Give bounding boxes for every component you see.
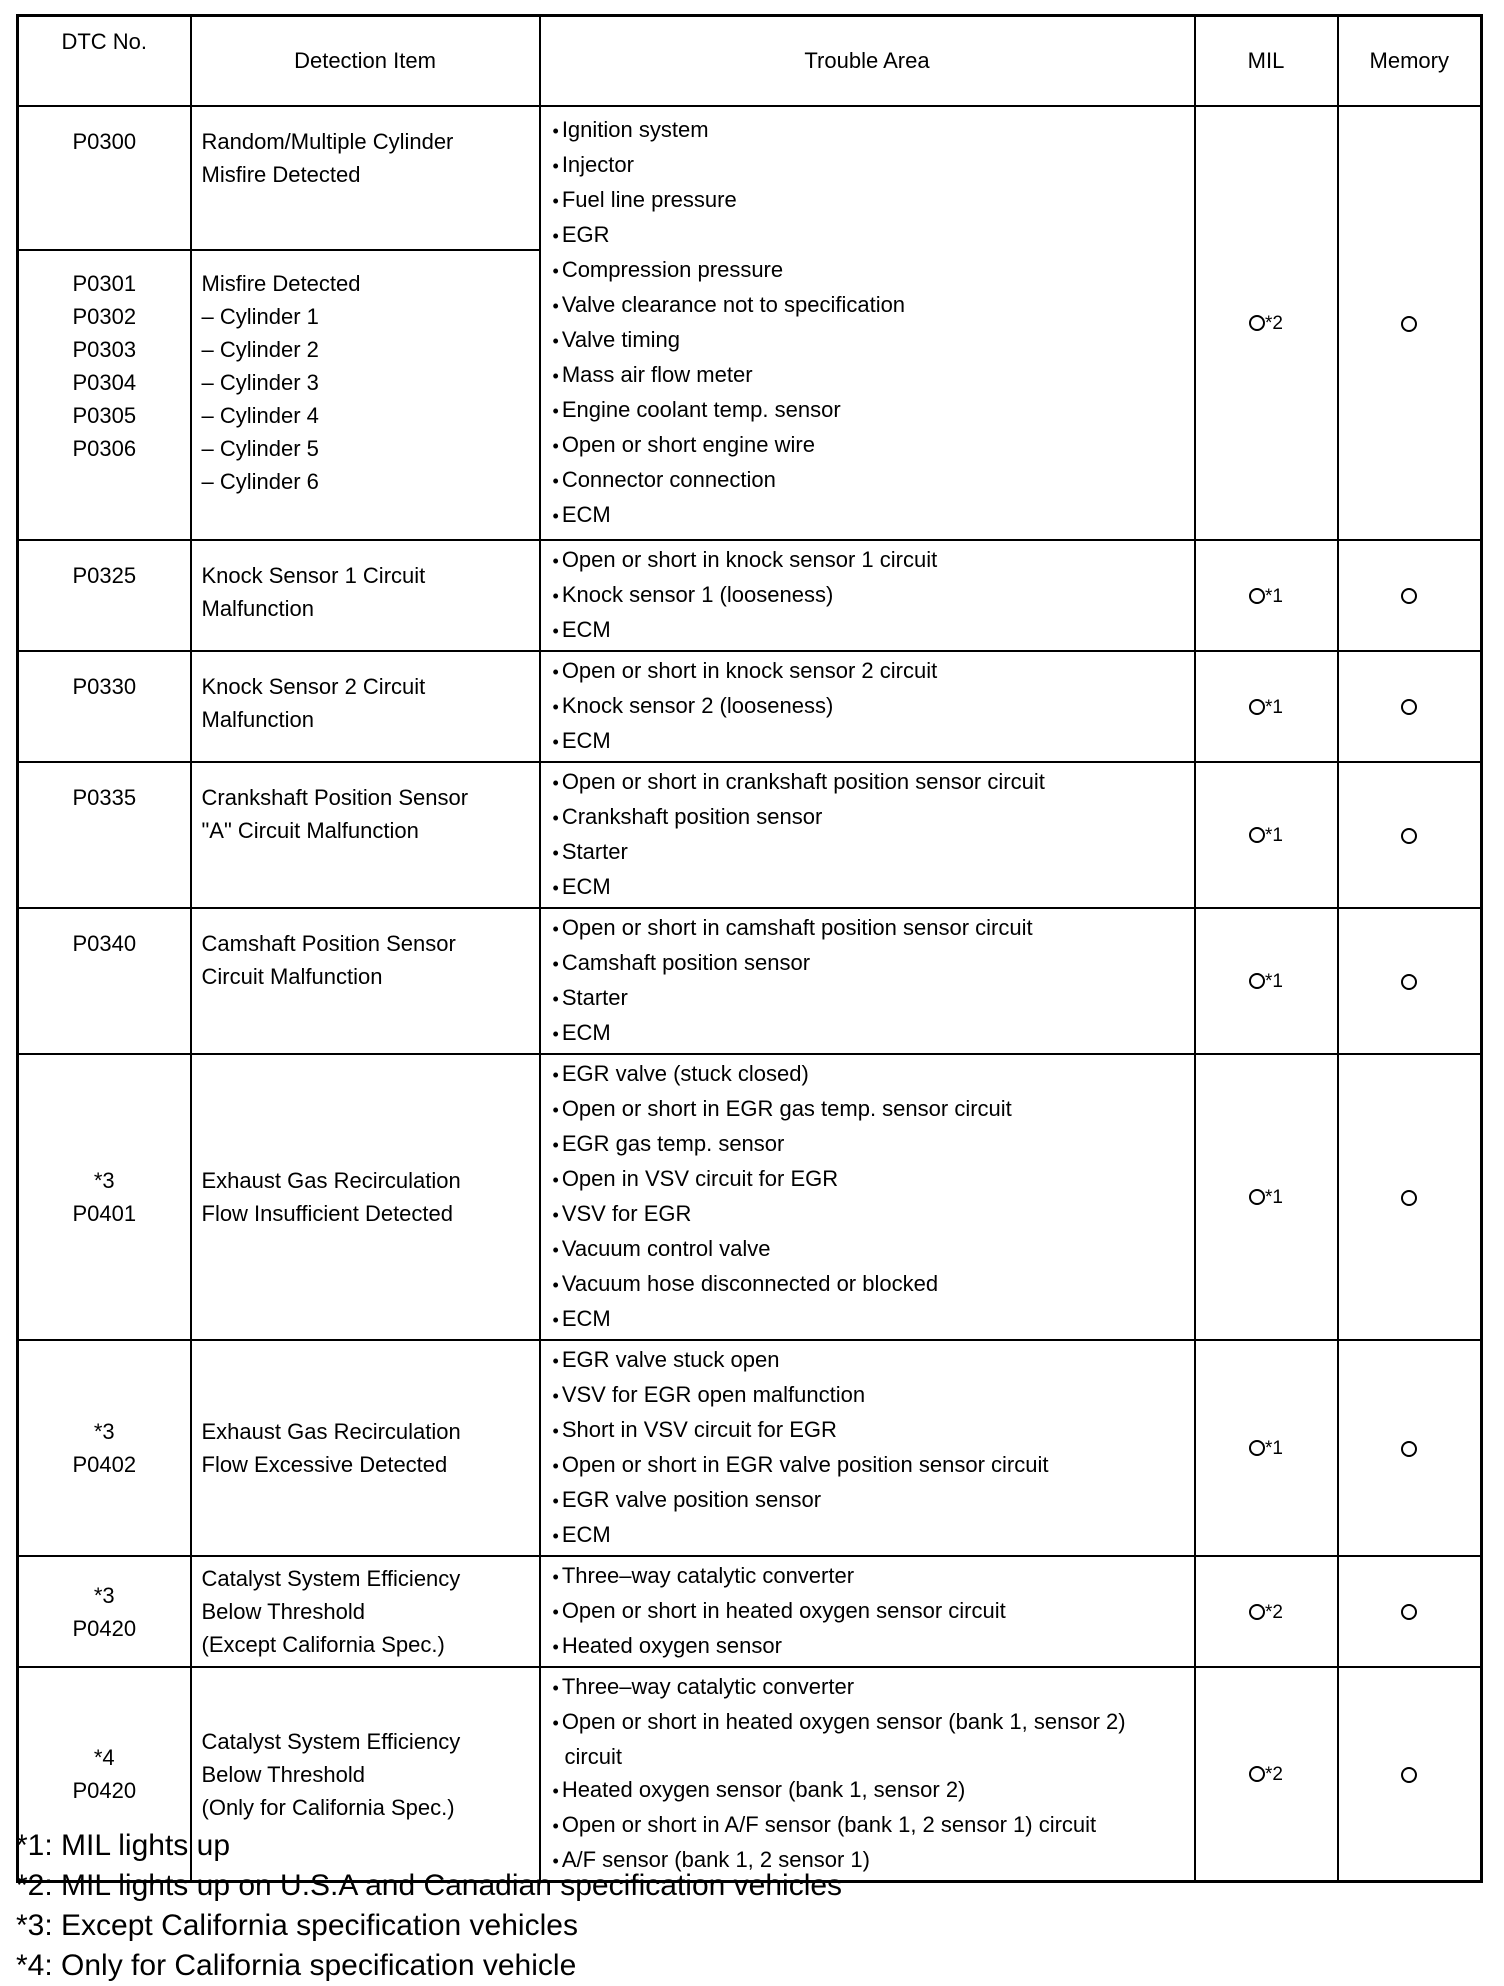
bullet-icon: • (552, 697, 559, 717)
dtc-code: *3 (93, 1419, 115, 1444)
bullet-icon: • (552, 1351, 559, 1371)
mil-note: *1 (1265, 825, 1283, 846)
mil-cell (1195, 106, 1338, 540)
dtc-code: *3 (93, 1168, 115, 1193)
trouble-area-item (553, 981, 1194, 1016)
dtc-cell (18, 908, 191, 1054)
trouble-area-item (553, 1413, 1194, 1448)
bullet-icon: • (552, 1816, 559, 1836)
memory-cell (1338, 1054, 1482, 1340)
trouble-area-text: A/F sensor (bank 1, 2 sensor 1) (561, 1847, 870, 1872)
trouble-area-text: Open or short in knock sensor 2 circuit (561, 658, 938, 683)
trouble-area-item (553, 1267, 1194, 1302)
trouble-area-item (553, 613, 1194, 648)
bullet-icon: • (552, 954, 559, 974)
trouble-area-item (553, 765, 1194, 800)
mil-cell (1195, 651, 1338, 762)
bullet-icon: • (552, 191, 559, 211)
trouble-area-item (553, 498, 1194, 533)
detection-item-cell (191, 762, 540, 908)
dtc-code: P0340 (72, 931, 137, 956)
bullet-icon: • (552, 1526, 559, 1546)
bullet-icon: • (552, 808, 559, 828)
trouble-area-text: Open or short in knock sensor 1 circuit (561, 547, 938, 572)
table-row (18, 1556, 1482, 1667)
trouble-area-text: Open or short engine wire (561, 432, 815, 457)
detection-item-line: Catalyst System Efficiency (201, 1728, 461, 1754)
trouble-area-item (553, 800, 1194, 835)
header-row (18, 16, 1482, 107)
trouble-area-text: Valve timing (561, 327, 681, 352)
mil-circle-icon (1249, 1604, 1265, 1620)
detection-item-line: Knock Sensor 2 Circuit (201, 674, 426, 699)
mil-note: *2 (1265, 1764, 1283, 1785)
trouble-area-text: EGR (561, 222, 610, 247)
bullet-icon: • (552, 1135, 559, 1155)
bullet-icon: • (552, 121, 559, 141)
trouble-area-text: Knock sensor 2 (looseness) (561, 693, 834, 718)
header-dtc: DTC No. (18, 16, 191, 107)
trouble-area-text: Starter (561, 985, 628, 1010)
bullet-icon: • (552, 471, 559, 491)
mil-circle-icon (1249, 588, 1265, 604)
header-memory: Memory (1338, 16, 1482, 107)
bullet-icon: • (552, 1567, 559, 1587)
bullet-icon: • (552, 331, 559, 351)
trouble-area-cell (540, 106, 1195, 540)
dtc-code: P0300 (72, 129, 137, 154)
memory-circle-icon (1401, 699, 1417, 715)
trouble-area-text: Starter (561, 839, 628, 864)
trouble-area-item (553, 148, 1194, 183)
detection-item-line: (Except California Spec.) (201, 1632, 445, 1657)
bullet-icon: • (552, 1456, 559, 1476)
trouble-area-cell (540, 1340, 1195, 1556)
trouble-area-text: Vacuum hose disconnected or blocked (561, 1271, 939, 1296)
mil-note: *1 (1265, 696, 1283, 718)
bullet-icon: • (552, 1421, 559, 1441)
detection-item-cell (191, 1054, 540, 1340)
detection-item-cell (191, 250, 540, 540)
bullet-icon: • (552, 662, 559, 682)
detection-item-line: Exhaust Gas Recirculation (201, 1168, 461, 1193)
trouble-area-cell (540, 540, 1195, 651)
dtc-code: P0302 (72, 304, 137, 329)
detection-item-line: (Only for California Spec.) (201, 1794, 455, 1820)
trouble-area-item (553, 724, 1194, 759)
trouble-area-text: Short in VSV circuit for EGR (561, 1417, 837, 1442)
detection-item-line: – Cylinder 2 (201, 337, 319, 362)
trouble-area-text: EGR valve position sensor (561, 1487, 822, 1512)
bullet-icon: • (552, 1781, 559, 1801)
trouble-area-text: Open or short in camshaft position sensor circuit (561, 915, 1033, 940)
table-row (18, 540, 1482, 651)
detection-item-line: – Cylinder 1 (201, 304, 319, 329)
dtc-code: P0301 (72, 271, 137, 296)
trouble-area-item (553, 1705, 1194, 1740)
mil-note: *1 (1265, 585, 1283, 607)
bullet-icon: • (552, 261, 559, 281)
trouble-area-text: Three–way catalytic converter (561, 1674, 855, 1699)
dtc-code: P0402 (72, 1452, 137, 1477)
detection-item-line: Below Threshold (201, 1761, 365, 1787)
footnote: *3: Except California specification vehicles (16, 1909, 578, 1942)
mil-cell (1195, 1556, 1338, 1667)
bullet-icon: • (552, 1386, 559, 1406)
detection-item-line: Catalyst System Efficiency (201, 1566, 461, 1591)
trouble-area-item (553, 1302, 1194, 1337)
bullet-icon: • (552, 773, 559, 793)
header-mil: MIL (1195, 16, 1338, 107)
trouble-area-item (553, 946, 1194, 981)
memory-cell (1338, 651, 1482, 762)
detection-item-line: Below Threshold (201, 1599, 365, 1624)
detection-item-line: Misfire Detected (201, 162, 361, 187)
mil-note: *2 (1265, 313, 1283, 334)
dtc-cell (18, 1340, 191, 1556)
trouble-area-item (553, 288, 1194, 323)
table-row (18, 1054, 1482, 1340)
trouble-area-text: EGR gas temp. sensor (561, 1131, 785, 1156)
trouble-area-text: Camshaft position sensor (561, 950, 811, 975)
detection-item-line: Misfire Detected (201, 271, 361, 296)
trouble-area-text: VSV for EGR open malfunction (561, 1382, 866, 1407)
bullet-icon: • (552, 401, 559, 421)
detection-item-cell (191, 908, 540, 1054)
bullet-icon: • (552, 732, 559, 752)
trouble-area-item (553, 870, 1194, 905)
bullet-icon: • (552, 1713, 559, 1733)
memory-circle-icon (1401, 1190, 1417, 1206)
detection-item-cell (191, 540, 540, 651)
bullet-icon: • (552, 1240, 559, 1260)
trouble-area-text: EGR valve stuck open (561, 1347, 780, 1372)
dtc-cell (18, 762, 191, 908)
memory-cell (1338, 1667, 1482, 1882)
footnote: *1: MIL lights up (16, 1829, 230, 1862)
bullet-icon: • (552, 1205, 559, 1225)
bullet-icon: • (552, 1678, 559, 1698)
trouble-area-text: Valve clearance not to specification (561, 292, 906, 317)
detection-item-line: Circuit Malfunction (201, 964, 383, 989)
trouble-area-text: Mass air flow meter (561, 362, 753, 387)
trouble-area-item (553, 253, 1194, 288)
mil-circle-icon (1249, 315, 1265, 331)
trouble-area-item (553, 1162, 1194, 1197)
mil-cell (1195, 1054, 1338, 1340)
trouble-area-item (553, 1773, 1194, 1808)
dtc-code: P0325 (72, 563, 137, 588)
trouble-area-item (553, 578, 1194, 613)
memory-cell (1338, 908, 1482, 1054)
bullet-icon: • (552, 506, 559, 526)
trouble-area-item (553, 1232, 1194, 1267)
trouble-area-text: Vacuum control valve (561, 1236, 771, 1261)
mil-note: *1 (1265, 1438, 1283, 1459)
bullet-icon: • (552, 1637, 559, 1657)
dtc-cell (18, 106, 191, 250)
dtc-cell (18, 1054, 191, 1340)
trouble-area-item (553, 1057, 1194, 1092)
trouble-area-item (553, 1448, 1194, 1483)
trouble-area-item (553, 689, 1194, 724)
memory-circle-icon (1401, 1604, 1417, 1620)
mil-cell (1195, 1667, 1338, 1882)
trouble-area-text: ECM (561, 874, 611, 899)
memory-circle-icon (1401, 1767, 1417, 1783)
trouble-area-item (553, 1483, 1194, 1518)
bullet-icon: • (552, 1024, 559, 1044)
trouble-area-text: Crankshaft position sensor (561, 804, 823, 829)
trouble-area-item (553, 1378, 1194, 1413)
trouble-area-cell (540, 651, 1195, 762)
bullet-icon: • (552, 1491, 559, 1511)
dtc-code: P0335 (72, 785, 137, 810)
mil-cell (1195, 762, 1338, 908)
mil-circle-icon (1249, 1440, 1265, 1456)
detection-item-line: – Cylinder 5 (201, 436, 319, 461)
trouble-area-text: Open or short in EGR valve position sensor circuit (561, 1452, 1049, 1477)
bullet-icon: • (552, 436, 559, 456)
mil-circle-icon (1249, 827, 1265, 843)
trouble-area-item (553, 393, 1194, 428)
bullet-icon: • (552, 919, 559, 939)
dtc-code: P0304 (72, 370, 137, 395)
trouble-area-item (553, 183, 1194, 218)
trouble-area-item (553, 1670, 1194, 1705)
memory-cell (1338, 1556, 1482, 1667)
trouble-area-item (553, 1016, 1194, 1051)
trouble-area-item (553, 463, 1194, 498)
mil-circle-icon (1249, 1766, 1265, 1782)
trouble-area-text: Compression pressure (561, 257, 784, 282)
detection-item-line: Malfunction (201, 596, 315, 621)
trouble-area-item (553, 1343, 1194, 1378)
bullet-icon: • (552, 226, 559, 246)
dtc-cell (18, 250, 191, 540)
bullet-icon: • (552, 1602, 559, 1622)
trouble-area-text: Three–way catalytic converter (561, 1563, 855, 1588)
trouble-area-text: Injector (561, 152, 634, 177)
detection-item-line: Malfunction (201, 707, 315, 732)
detection-item-line: Exhaust Gas Recirculation (201, 1419, 461, 1444)
trouble-area-cell (540, 1556, 1195, 1667)
bullet-icon: • (552, 1170, 559, 1190)
bullet-icon: • (552, 366, 559, 386)
trouble-area-item (553, 835, 1194, 870)
trouble-area-text: Open or short in crankshaft position sensor circuit (561, 769, 1045, 794)
trouble-area-text: Heated oxygen sensor (561, 1633, 782, 1658)
trouble-area-item (553, 358, 1194, 393)
footnote: *2: MIL lights up on U.S.A and Canadian specification vehicles (16, 1869, 843, 1902)
mil-circle-icon (1249, 699, 1265, 715)
dtc-cell (18, 540, 191, 651)
trouble-area-text: Open or short in EGR gas temp. sensor circuit (561, 1096, 1012, 1121)
memory-circle-icon (1401, 1441, 1417, 1457)
trouble-area-text: Open or short in heated oxygen sensor circuit (561, 1598, 1006, 1623)
bullet-icon: • (552, 586, 559, 606)
bullet-icon: • (552, 156, 559, 176)
mil-circle-icon (1249, 973, 1265, 989)
memory-cell (1338, 540, 1482, 651)
dtc-code: P0420 (72, 1615, 137, 1641)
detection-item-line: Crankshaft Position Sensor (201, 785, 469, 810)
trouble-area-item (553, 1127, 1194, 1162)
bullet-icon: • (552, 1100, 559, 1120)
dtc-code: P0401 (72, 1201, 137, 1226)
table-row (18, 106, 1482, 250)
trouble-area-item (553, 911, 1194, 946)
trouble-area-text: VSV for EGR (561, 1201, 692, 1226)
bullet-icon: • (552, 1065, 559, 1085)
trouble-area-text: Ignition system (561, 117, 709, 142)
trouble-area-item (553, 113, 1194, 148)
trouble-area-text: Open in VSV circuit for EGR (561, 1166, 839, 1191)
trouble-area-item (553, 1594, 1194, 1629)
detection-item-line: "A" Circuit Malfunction (201, 818, 419, 843)
trouble-area-text: Fuel line pressure (561, 187, 737, 212)
bullet-icon: • (552, 843, 559, 863)
detection-item-line: Flow Insufficient Detected (201, 1201, 453, 1226)
mil-cell (1195, 908, 1338, 1054)
header-detection-item: Detection Item (191, 16, 540, 107)
dtc-code: P0303 (72, 337, 137, 362)
trouble-area-cell (540, 908, 1195, 1054)
detection-item-cell (191, 1556, 540, 1667)
detection-item-line: Knock Sensor 1 Circuit (201, 563, 426, 588)
header-trouble-area: Trouble Area (540, 16, 1195, 107)
trouble-area-item (553, 1197, 1194, 1232)
mil-note: *1 (1265, 971, 1283, 992)
mil-circle-icon (1249, 1189, 1265, 1205)
detection-item-line: Random/Multiple Cylinder (201, 129, 454, 154)
trouble-area-text: ECM (561, 728, 611, 753)
memory-circle-icon (1401, 974, 1417, 990)
mil-cell (1195, 540, 1338, 651)
trouble-area-text: Connector connection (561, 467, 776, 492)
bullet-icon: • (552, 1275, 559, 1295)
trouble-area-item (553, 1092, 1194, 1127)
table-row (18, 908, 1482, 1054)
table-row (18, 762, 1482, 908)
trouble-area-cell (540, 762, 1195, 908)
bullet-icon: • (552, 621, 559, 641)
trouble-area-text: EGR valve (stuck closed) (561, 1061, 809, 1086)
table-row (18, 1340, 1482, 1556)
bullet-icon: • (552, 878, 559, 898)
detection-item-cell (191, 1340, 540, 1556)
dtc-code: P0305 (72, 403, 137, 428)
dtc-code: *3 (93, 1582, 115, 1608)
footnotes (16, 1826, 842, 1986)
trouble-area-cell (540, 1054, 1195, 1340)
trouble-area-text: ECM (561, 1306, 611, 1331)
trouble-area-item (553, 428, 1194, 463)
trouble-area-text: Heated oxygen sensor (bank 1, sensor 2) (561, 1777, 966, 1802)
trouble-area-item (553, 1518, 1194, 1553)
detection-item-line: Flow Excessive Detected (201, 1452, 448, 1477)
dtc-cell (18, 651, 191, 762)
dtc-code: *4 (93, 1745, 115, 1770)
detection-item-line: – Cylinder 4 (201, 403, 319, 428)
memory-circle-icon (1401, 588, 1417, 604)
bullet-icon: • (552, 296, 559, 316)
trouble-area-text: ECM (561, 1522, 611, 1547)
trouble-area-text: Knock sensor 1 (looseness) (561, 582, 834, 607)
memory-cell (1338, 106, 1482, 540)
mil-cell (1195, 1340, 1338, 1556)
trouble-area-item (553, 654, 1194, 689)
trouble-area-text: ECM (561, 1020, 611, 1045)
trouble-area-item (553, 543, 1194, 578)
dtc-code: P0306 (72, 436, 137, 461)
trouble-area-item (553, 1629, 1194, 1664)
memory-cell (1338, 1340, 1482, 1556)
trouble-area-item (553, 1559, 1194, 1594)
detection-item-line: – Cylinder 3 (201, 370, 319, 395)
bullet-icon: • (552, 1310, 559, 1330)
bullet-icon: • (552, 1851, 559, 1871)
trouble-area-text: ECM (561, 502, 611, 527)
memory-circle-icon (1401, 828, 1417, 844)
table-row (18, 651, 1482, 762)
memory-cell (1338, 762, 1482, 908)
memory-circle-icon (1401, 316, 1417, 332)
detection-item-line: Camshaft Position Sensor (201, 931, 456, 956)
trouble-area-text: Engine coolant temp. sensor (561, 397, 841, 422)
trouble-area-text: ECM (561, 617, 611, 642)
mil-note: *1 (1265, 1187, 1283, 1208)
trouble-area-text: Open or short in A/F sensor (bank 1, 2 sensor 1) circuit (561, 1812, 1097, 1837)
trouble-area-continuation: circuit (564, 1744, 622, 1769)
trouble-area-item (553, 323, 1194, 358)
bullet-icon: • (552, 551, 559, 571)
dtc-code: P0420 (72, 1778, 137, 1803)
detection-item-cell (191, 651, 540, 762)
detection-item-cell (191, 106, 540, 250)
bullet-icon: • (552, 989, 559, 1009)
detection-item-line: – Cylinder 6 (201, 469, 319, 494)
trouble-area-item (553, 218, 1194, 253)
trouble-area-text: Open or short in heated oxygen sensor (bank 1, sensor 2) (561, 1709, 1126, 1734)
footnote: *4: Only for California specification vehicle (16, 1949, 577, 1982)
dtc-code: P0330 (72, 674, 137, 699)
mil-note: *2 (1265, 1601, 1283, 1623)
dtc-cell (18, 1556, 191, 1667)
dtc-table (16, 14, 1483, 1883)
